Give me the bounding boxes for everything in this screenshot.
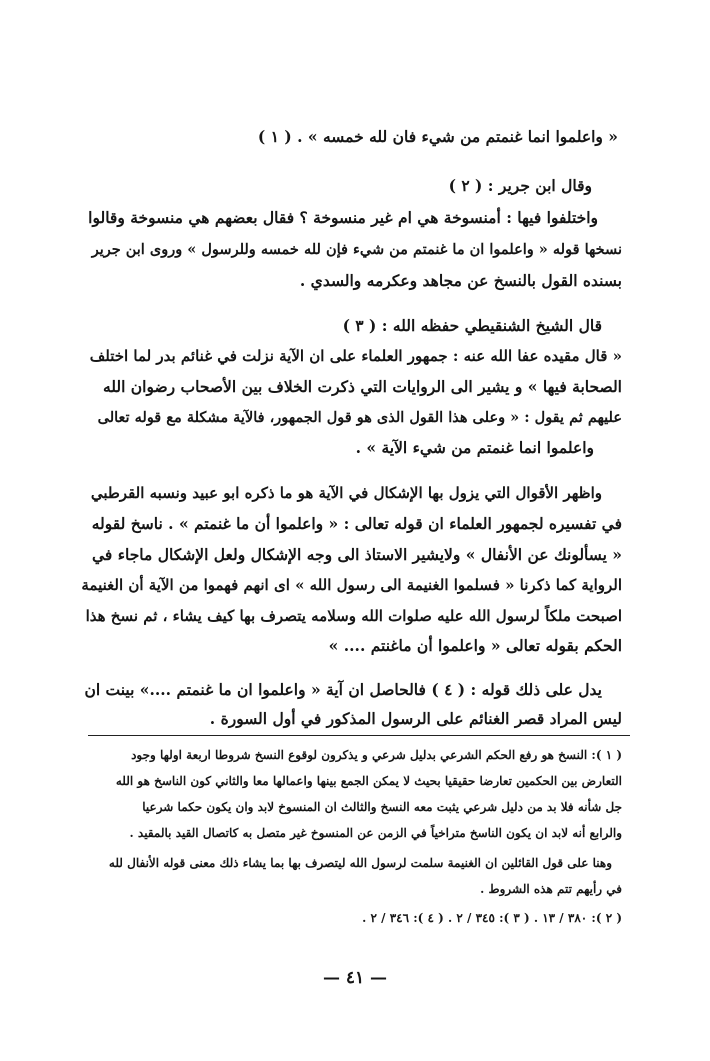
- body-line: ليس المراد قصر الغنائم على الرسول المذكور في أول السورة .: [209, 709, 622, 728]
- body-line: نسخها قوله « واعلموا ان ما غنمتم من شيء فإن لله خمسه وللرسول » وروى ابن جرير: [91, 241, 622, 258]
- body-line: عليهم ثم يقول : « وعلى هذا القول الذى هو قول الجمهور، فالآية مشكلة مع قوله تعالى: [97, 409, 622, 426]
- body-line: يدل على ذلك قوله : ( ٤ ) فالحاصل ان آية « واعلموا ان ما غنمتم ....» بينت ان: [84, 680, 602, 699]
- body-line: وقال ابن جرير : ( ٢ ): [448, 176, 592, 195]
- footnote-line: وهنا على قول القائلين ان الغنيمة سلمت لرسول الله ليتصرف بها بما يشاء ذلك معنى قوله الأنفال لله: [108, 856, 612, 870]
- footnote-line: في رأيهم تتم هذه الشروط .: [480, 882, 622, 896]
- footnote-line: ( ١ ): النسخ هو رفع الحكم الشرعي بدليل شرعي و يذكرون لوقوع النسخ شروطا اربعة اولها وجود: [131, 748, 622, 762]
- page-number: — ٤١ —: [322, 968, 388, 988]
- body-line: واختلفوا فيها : أمنسوخة هي ام غير منسوخة ؟ فقال بعضهم هي منسوخة وقالوا: [88, 208, 598, 227]
- footnote-line: والرابع أنه لابد ان يكون الناسخ متراخياً في الزمن عن المنسوخ غير متصل به كاتصال القيد بالمقيد .: [129, 826, 622, 840]
- footnote-divider: [88, 735, 630, 736]
- body-line: في تفسيره لجمهور العلماء ان قوله تعالى : « واعلموا أن ما غنمتم » . ناسخ لقوله: [91, 514, 622, 533]
- footnote-line: ( ٢ ): ٣٨٠ / ١٣ . ( ٣ ): ٣٤٥ / ٢ . ( ٤ ): ٣٤٦ / ٢ .: [362, 911, 622, 925]
- body-line: « واعلموا انما غنمتم من شيء فان لله خمسه » . ( ١ ): [257, 127, 618, 146]
- footnote-line: جل شأنه فلا بد من دليل شرعي يثبت معه النسخ والثالث ان المنسوخ لابد وان يكون حكما شرعيا: [142, 800, 622, 814]
- body-line: اصبحت ملكاً لرسول الله عليه صلوات الله وسلامه يتصرف بها كيف يشاء ، ثم نسخ هذا: [85, 607, 622, 625]
- body-line: الصحابة فيها » و يشير الى الروايات التي ذكرت الخلاف بين الأصحاب رضوان الله: [102, 377, 622, 396]
- body-line: « قال مقيده عفا الله عنه : جمهور العلماء على ان الآية نزلت في غنائم بدر لما اختلف: [89, 347, 622, 365]
- body-line: واظهر الأقوال التي يزول بها الإشكال في الآية هو ما ذكره ابو عبيد ونسبه القرطبي: [90, 484, 602, 502]
- body-line: قال الشيخ الشنقيطي حفظه الله : ( ٣ ): [342, 316, 602, 335]
- body-line: الرواية كما ذكرنا « فسلموا الغنيمة الى رسول الله » اى انهم فهموا من الآية أن الغنيمة: [81, 576, 622, 594]
- footnote-line: التعارض بين الحكمين تعارضا حقيقيا بحيث لا يمكن الجمع بينها واعمالها معا والثاني كون الناسخ هو الله: [115, 774, 622, 788]
- body-line: « يسألونك عن الأنفال » ولايشير الاستاذ الى وجه الإشكال ولعل الإشكال ماجاء في: [91, 545, 622, 564]
- body-line: بسنده القول بالنسخ عن مجاهد وعكرمه والسدي .: [299, 271, 622, 290]
- body-line: الحكم بقوله تعالى « واعلموا أن ماغنتم .... »: [328, 636, 622, 655]
- body-line: واعلموا انما غنمتم من شيء الآية » .: [355, 438, 594, 457]
